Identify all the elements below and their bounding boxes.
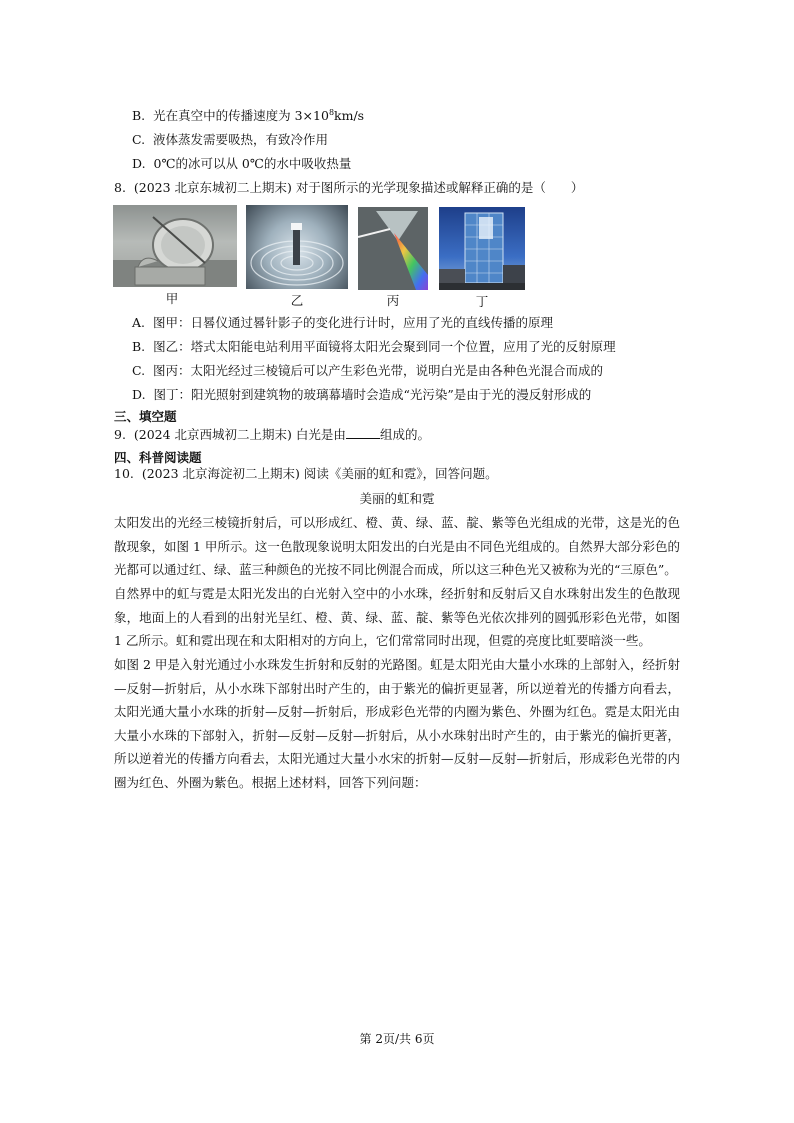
sundial-image xyxy=(113,205,237,287)
section-title-fill-blank: 三、填空题 xyxy=(114,409,177,424)
q9-stem: 9. (2024 北京西城初二上期末) 白光是由 组成的。 xyxy=(114,427,430,442)
page-footer: 第 2页/共 6页 xyxy=(359,1032,435,1046)
prism-image xyxy=(358,207,428,290)
caption-bing: 丙 xyxy=(386,293,400,308)
glass-building-image xyxy=(439,207,525,290)
prev-option-c: C. 液体蒸发需要吸热，有致冷作用 xyxy=(132,132,329,147)
section-title-reading: 四、科普阅读题 xyxy=(114,450,202,465)
q8-option-d: D. 图丁：阳光照射到建筑物的玻璃幕墙时会造成“光污染”是由于光的漫反射形成的 xyxy=(132,387,592,402)
article-paragraph-3: 如图 2 甲是入射光通过小水珠发生折射和反射的光路图。虹是太阳光由大量小水珠的上部射入，经折射—反射—折射后，从小水珠下部射出时产生的，由于紫光的偏折更显著，所以逆着光的传播方向看去，太阳光通大量小水珠的折射—反射—折射后，形成彩色光带的内圈为紫色、外圈为红色。霓是太阳光由大量小水珠的下部射入，折射—反射—反射—折射后，从小水珠射出时产生的，由于紫光的偏折更著，所以逆着光的传播方向看去，太阳光通过大量小水宋的折射—反射—反射—折射后，形成彩色光带的内圈为红色、外圈为紫色。根据上述材料，回答下列问题： xyxy=(114,657,680,790)
q8-stem: 8. (2023 北京东城初二上期末) 对于图所示的光学现象描述或解释正确的是（ ） xyxy=(114,180,584,195)
q8-option-b: B. 图乙：塔式太阳能电站利用平面镜将太阳光会聚到同一个位置，应用了光的反射原理 xyxy=(132,339,616,354)
q8-option-a: A. 图甲：日晷仪通过晷针影子的变化进行计时，应用了光的直线传播的原理 xyxy=(132,315,553,330)
solar-tower-image xyxy=(246,205,348,289)
q9-answer-blank[interactable] xyxy=(346,426,380,439)
prev-option-b: B. 光在真空中的传播速度为 $3\times 10^8km/s$ xyxy=(132,107,365,123)
article-paragraph-1: 太阳发出的光经三棱镜折射后，可以形成红、橙、黄、绿、蓝、靛、紫等色光组成的光带，这是光的色散现象，如图 1 甲所示。这一色散现象说明太阳发出的白光是由不同色光组成的。自然界大部分彩色的光都可以通过红、绿、蓝三种颜色的光按不同比例混合而成，所以这三种色光又被称为光的“三原色”。 xyxy=(114,515,680,577)
q10-stem: 10. (2023 北京海淀初二上期末) 阅读《美丽的虹和霓》，回答问题。 xyxy=(114,466,498,481)
article-title: 美丽的虹和霓 xyxy=(359,491,435,506)
q8-option-c: C. 图丙：太阳光经过三棱镜后可以产生彩色光带，说明白光是由各种色光混合而成的 xyxy=(132,363,604,378)
article-paragraph-2: 自然界中的虹与霓是太阳光发出的白光射入空中的小水珠，经折射和反射后又自水珠射出发生的色散现象，地面上的人看到的出射光呈红、橙、黄、绿、蓝、靛、紫等色光依次排列的圆弧形彩色光带，如图 1 乙所示。虹和霓出现在和太阳相对的方向上，它们常常同时出现，但霓的亮度比虹要暗淡一些。 xyxy=(114,586,680,648)
caption-yi: 乙 xyxy=(290,293,304,308)
caption-jia: 甲 xyxy=(165,291,179,306)
prev-option-d: D. 0℃的冰可以从 0℃的水中吸收热量 xyxy=(132,156,352,171)
caption-ding: 丁 xyxy=(475,294,489,309)
